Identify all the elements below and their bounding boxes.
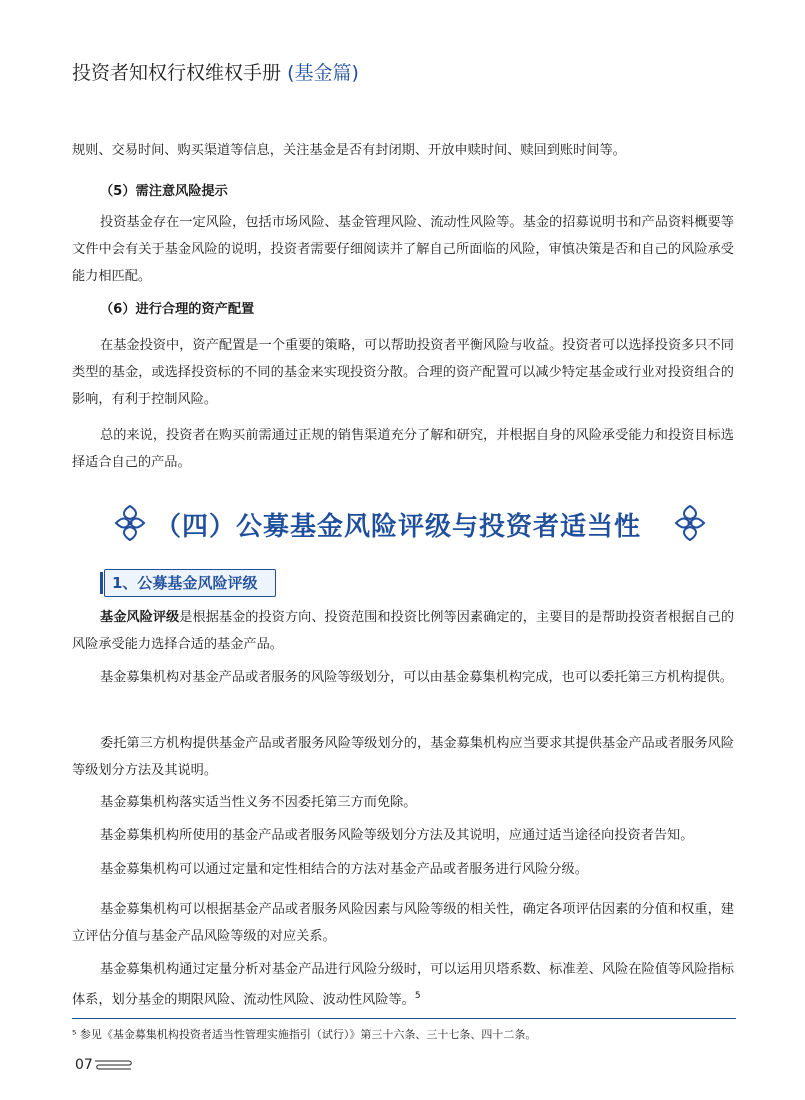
- summary-paragraph: 总的来说，投资者在购买前需通过正规的销售渠道充分了解和研究，并根据自身的风险承受能力和投资目标选择适合自己的产品。: [72, 428, 734, 470]
- running-header: [72, 58, 359, 85]
- footnote: ⁵ 参见《基金募集机构投资者适当性管理实施指引（试行）》第三十六条、三十七条、四十二条。: [72, 1028, 537, 1041]
- paragraph-6: 基金募集机构可以根据基金产品或者服务风险因素与风险等级的相关性，确定各项评估因素的分值和权重，建立评估分值与基金产品风险等级的对应关系。: [72, 902, 734, 944]
- paragraph-3: 基金募集机构落实适当性义务不因委托第三方而免除。: [100, 795, 417, 810]
- paragraph-top: 规则、交易时间、购买渠道等信息，关注基金是否有封闭期、开放申赎时间、赎回到账时间等。: [72, 143, 626, 158]
- item5-heading: （5）需注意风险提示: [100, 184, 228, 199]
- subsection-heading: [100, 569, 276, 597]
- ornament-left-icon: [112, 503, 148, 543]
- section-title: （四）公募基金风险评级与投资者适当性: [155, 512, 642, 542]
- paragraph-5: 基金募集机构可以通过定量和定性相结合的方法对基金产品或者服务进行风险分级。: [100, 862, 588, 877]
- paragraph-2: 委托第三方机构提供基金产品或者服务风险等级划分的，基金募集机构应当要求其提供基金产品或者服务风险等级划分方法及其说明。: [72, 736, 734, 778]
- section-heading: [0, 500, 805, 550]
- page-number-ornament-icon: [93, 1058, 133, 1072]
- item5-body: 投资基金存在一定风险，包括市场风险、基金管理风险、流动性风险等。基金的招募说明书和产品资料概要等文件中会有关于基金风险的说明，投资者需要仔细阅读并了解自己所面临的风险，审慎决策是否和自己的风险承受能力相匹配。: [72, 215, 734, 284]
- paragraph-1: 基金募集机构对基金产品或者服务的风险等级划分，可以由基金募集机构完成，也可以委托第三方机构提供。: [100, 670, 733, 685]
- definition-text: 是根据基金的投资方向、投资范围和投资比例等因素确定的，主要目的是帮助投资者根据自己的风险承受能力选择合适的基金产品。: [72, 610, 735, 652]
- item6-heading: （6）进行合理的资产配置: [100, 302, 255, 317]
- ornament-right-icon: [672, 503, 708, 543]
- subsection-title: 1、公募基金风险评级: [112, 574, 258, 592]
- footnote-divider: [72, 1018, 736, 1019]
- definition-paragraph: [72, 604, 734, 658]
- paragraph-7-text: 基金募集机构通过定量分析对基金产品进行风险分级时，可以运用贝塔系数、标准差、风险在险值等风险指标体系，划分基金的期限风险、流动性风险、波动性风险等。: [72, 962, 734, 1008]
- header-title-accent: (基金篇): [287, 62, 359, 84]
- header-title: 投资者知权行权维权手册: [72, 62, 282, 84]
- page-number: 07: [75, 1057, 93, 1073]
- definition-term: 基金风险评级: [100, 610, 180, 625]
- paragraph-7: [72, 956, 734, 1013]
- item6-body: 在基金投资中，资产配置是一个重要的策略，可以帮助投资者平衡风险与收益。投资者可以选择投资多只不同类型的基金，或选择投资标的不同的基金来实现投资分散。合理的资产配置可以减少特定基金或行业对投资组合的影响，有利于控制风险。: [72, 338, 734, 407]
- subsection-accent-bar: [100, 572, 103, 594]
- footnote-marker[interactable]: 5: [414, 991, 421, 1001]
- paragraph-4: 基金募集机构所使用的基金产品或者服务风险等级划分方法及其说明，应通过适当途径向投资者告知。: [100, 828, 694, 843]
